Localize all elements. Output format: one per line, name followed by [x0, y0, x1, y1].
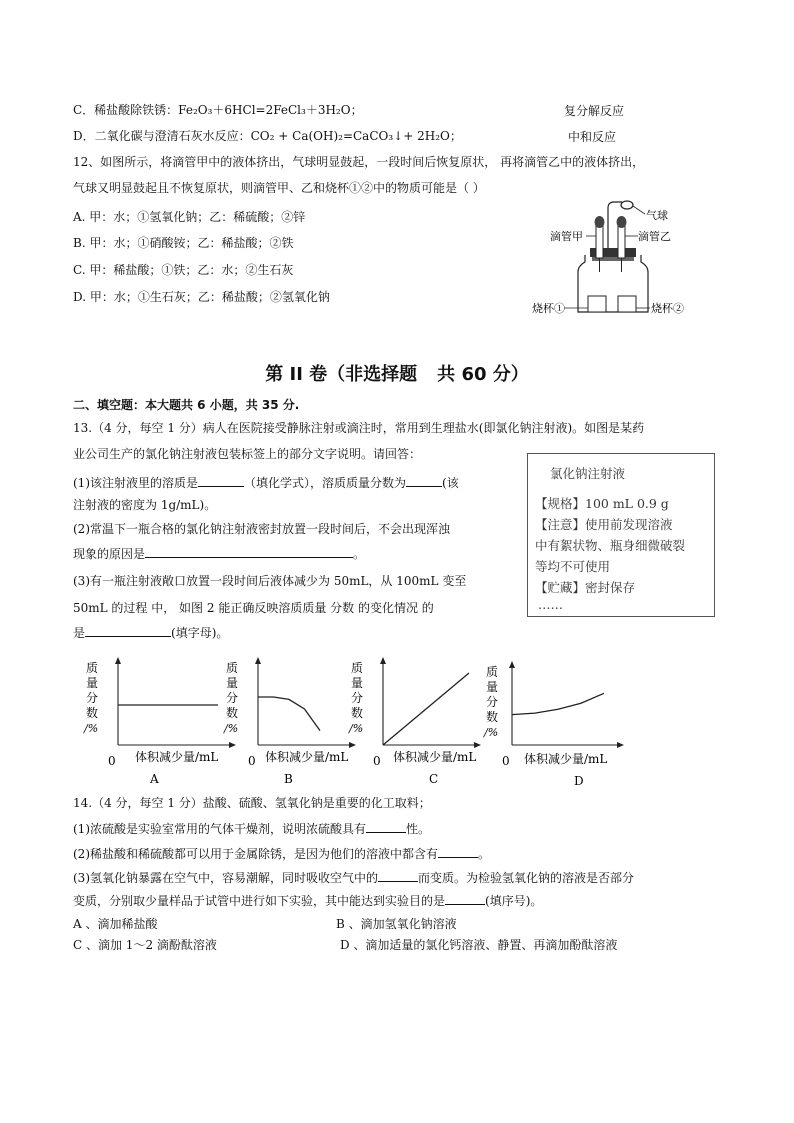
- dropper-b-label: 滴管乙: [638, 230, 671, 243]
- section-ii-title: [0, 360, 794, 386]
- graph-c-ylabel-3: 分: [351, 691, 364, 705]
- q14-part3-text-a: (3)氢氧化钠暴露在空气中，容易潮解，同时吸收空气中的: [73, 871, 379, 885]
- q13-part3-line2: 50mL 的过程 中， 如图 2 能正确反映溶质质量 分数 的变化情况 的: [73, 601, 434, 615]
- graph-d-curve: [512, 693, 604, 714]
- q12-option-d: D. 甲：水；①生石灰；乙：稀盐酸；②氢氧化钠: [73, 290, 330, 304]
- q12-stem-line1: 12、如图所示，将滴管甲中的液体挤出，气球明显鼓起，一段时间后恢复原状， 再将滴管乙中的液体挤出，: [73, 155, 645, 169]
- q13-blank-4[interactable]: [85, 624, 171, 637]
- graph-b-letter: B: [284, 772, 293, 786]
- graph-c-y-arrow: [380, 657, 386, 664]
- graph-d-ylabel-4: 数: [486, 710, 499, 724]
- dropper-a-label: 滴管甲: [550, 230, 583, 243]
- label-row-note-end: 等均不可使用: [535, 559, 611, 574]
- graph-a-ylabel-1: 质: [86, 661, 99, 675]
- q14-part1-text-a: (1)浓硫酸是实验室常用的气体干燥剂，说明浓硫酸具有: [73, 822, 367, 836]
- q11-option-c-type: 复分解反应: [564, 104, 625, 118]
- graph-d-x-arrow: [617, 742, 624, 748]
- beaker-1-label: 烧杯①: [532, 302, 565, 315]
- q13-part1-text-a: (1)该注射液里的溶质是: [73, 476, 198, 490]
- graph-b-x-arrow: [349, 742, 356, 748]
- graph-a-origin: 0: [108, 754, 116, 768]
- graph-b-xlabel: 体积减少量/mL: [265, 750, 349, 764]
- section-ii-title-score: 共 60 分）: [437, 364, 529, 385]
- label-row-spec: 【规格】100 mL 0.9 g: [535, 496, 669, 511]
- balloon-leader: [633, 206, 645, 214]
- q14-stem: 14.（4 分，每空 1 分）盐酸、硫酸、氢氧化钠是重要的化工取料；: [73, 796, 431, 810]
- q13-part2-text-c: 。: [353, 547, 366, 561]
- q13-stem-line2: 业公司生产的氯化钠注射液包装标签上的部分文字说明。请回答：: [73, 447, 422, 461]
- q14-option-d: D 、滴加适量的氯化钙溶液、静置、再滴加酚酞溶液: [340, 938, 618, 952]
- beaker-1: [588, 296, 606, 312]
- q13-part3-line1: (3)有一瓶注射液敞口放置一段时间后液体减少为 50mL，从 100mL 变至: [73, 574, 467, 588]
- q14-blank-4[interactable]: [445, 892, 485, 905]
- label-title: 氯化钠注射液: [550, 466, 626, 481]
- q14-option-c: C 、滴加 1～2 滴酚酞溶液: [73, 938, 217, 952]
- apparatus-figure: [530, 200, 700, 320]
- graph-d-xlabel: 体积减少量/mL: [524, 752, 608, 766]
- dropper-b-tube: [618, 224, 625, 258]
- q13-part1-line1: [73, 474, 459, 491]
- q14-part3-line2: [73, 892, 542, 909]
- q14-blank-1[interactable]: [366, 820, 406, 833]
- graph-c-curve: [383, 673, 469, 745]
- graph-d-ylabel-unit: /%: [484, 726, 499, 739]
- q14-part2-text-b: 。: [478, 847, 491, 861]
- graph-d-ylabel-3: 分: [486, 695, 499, 709]
- graph-b-ylabel-3: 分: [226, 691, 239, 705]
- graph-a-x-arrow: [229, 742, 236, 748]
- graph-d-ylabel-1: 质: [486, 665, 499, 679]
- dropper-a-bulb: [595, 216, 605, 228]
- balloon-label: 气球: [646, 209, 668, 222]
- graph-c-ylabel-4: 数: [351, 706, 364, 720]
- label-row-ellipsis: ……: [538, 597, 563, 612]
- balloon: [621, 201, 633, 209]
- q14-part1: [73, 820, 430, 837]
- q11-option-d-type: 中和反应: [568, 130, 617, 144]
- injection-label-box: [527, 453, 715, 617]
- graph-d-origin: 0: [502, 754, 510, 768]
- graph-d-ylabel-2: 量: [486, 680, 499, 694]
- graph-b: [223, 657, 356, 786]
- q11-option-c: C．稀盐酸除铁锈：Fe₂O₃＋6HCl=2FeCl₃＋3H₂O；: [73, 103, 363, 117]
- graph-a-ylabel-2: 量: [86, 676, 99, 690]
- graph-b-ylabel-4: 数: [226, 706, 239, 720]
- q14-option-a: A 、滴加稀盐酸: [73, 917, 158, 931]
- graph-c-letter: C: [429, 772, 439, 786]
- graph-c: [348, 657, 481, 786]
- fill-in-heading: 二、填空题：本大题共 6 小题，共 35 分.: [73, 398, 300, 412]
- section-ii-title-main: 第 II 卷（非选择题: [265, 364, 418, 385]
- graph-d-letter: D: [574, 774, 584, 788]
- q13-blank-2[interactable]: [406, 474, 442, 487]
- graph-a: [83, 657, 239, 786]
- q14-part3-text-b: 而变质。为检验氢氧化钠的溶液是否部分: [418, 871, 635, 885]
- q13-part2-line1: (2)常温下一瓶合格的氯化钠注射液密封放置一段时间后，不会出现浑浊: [73, 522, 451, 536]
- graph-c-x-arrow: [474, 742, 481, 748]
- q14-blank-3[interactable]: [378, 869, 418, 882]
- q13-part3-text-d: (填字母)。: [171, 626, 229, 640]
- q14-option-b: B 、滴加氢氧化钠溶液: [336, 917, 457, 931]
- dropper-b-bulb: [617, 216, 627, 228]
- graph-b-origin: 0: [248, 754, 256, 768]
- q11-option-d: D．二氧化碳与澄清石灰水反应：CO₂ + Ca(OH)₂=CaCO₃↓+ 2H₂O；: [73, 129, 462, 143]
- beaker-2-label: 烧杯②: [651, 302, 684, 315]
- beaker-2: [618, 296, 636, 312]
- graph-a-xlabel: 体积减少量/mL: [135, 750, 219, 764]
- q14-part3-text-c: 变质，分别取少量样品于试管中进行如下实验，其中能达到实验目的是: [73, 894, 446, 908]
- q14-part3-text-d: (填序号)。: [485, 894, 543, 908]
- q14-part3-line1: [73, 869, 634, 886]
- q14-part2-text-a: (2)稀盐酸和稀硫酸都可以用于金属除锈，是因为他们的溶液中都含有: [73, 847, 439, 861]
- graph-b-curve: [258, 697, 320, 731]
- label-row-storage: 【贮藏】密封保存: [535, 580, 636, 595]
- q13-part1-text-b: （填化学式），溶质质量分数为: [244, 476, 407, 490]
- q13-graph-options: [80, 655, 680, 790]
- graph-a-ylabel-unit: /%: [84, 722, 99, 735]
- graph-b-ylabel-2: 量: [226, 676, 239, 690]
- graph-a-ylabel-4: 数: [86, 706, 99, 720]
- graph-c-ylabel-1: 质: [351, 661, 364, 675]
- q12-option-c: C. 甲：稀盐酸；①铁；乙：水；②生石灰: [73, 263, 294, 277]
- graph-c-ylabel-unit: /%: [349, 722, 364, 735]
- q14-blank-2[interactable]: [438, 845, 478, 858]
- graph-c-ylabel-2: 量: [351, 676, 364, 690]
- q12-stem-line2: 气球又明显鼓起且不恢复原状，则滴管甲、乙和烧杯①②中的物质可能是（ ）: [73, 181, 485, 195]
- graph-b-ylabel-unit: /%: [224, 722, 239, 735]
- q14-part1-text-b: 性。: [406, 822, 431, 836]
- label-row-note: 【注意】使用前发现溶液: [535, 517, 673, 532]
- graph-c-origin: 0: [373, 754, 381, 768]
- graph-d: [483, 661, 624, 788]
- graph-b-y-arrow: [255, 657, 261, 664]
- graph-a-letter: A: [150, 772, 159, 786]
- graph-a-y-arrow: [115, 657, 121, 664]
- q13-blank-1[interactable]: [198, 474, 244, 487]
- graph-a-ylabel-3: 分: [86, 691, 99, 705]
- q13-part1-line2: 注射液的密度为 1g/mL)。: [73, 498, 217, 512]
- q13-part2-text-b: 现象的原因是: [73, 547, 146, 561]
- label-row-note-cont: 中有絮状物、瓶身细微破裂: [535, 538, 686, 553]
- q12-option-a: A. 甲：水；①氢氧化钠；乙：稀硫酸；②锌: [73, 210, 306, 224]
- q14-part2: [73, 845, 490, 862]
- dropper-a-tube: [596, 224, 603, 258]
- q12-option-b: B. 甲：水；①硝酸铵；乙：稀盐酸；②铁: [73, 236, 294, 250]
- q13-blank-3[interactable]: [145, 545, 353, 558]
- q13-part3-line3: [73, 624, 228, 641]
- q13-stem-line1: 13.（4 分，每空 1 分）病人在医院接受静脉注射或滴注时，常用到生理盐水(即氯化钠注射液)。如图是某药: [73, 421, 645, 435]
- graph-b-ylabel-1: 质: [226, 661, 239, 675]
- q13-part3-text-c: 是: [73, 626, 86, 640]
- q13-part1-text-c: (该: [442, 476, 459, 490]
- graph-c-xlabel: 体积减少量/mL: [393, 750, 477, 764]
- q13-part2-line2: [73, 545, 365, 562]
- graph-d-y-arrow: [509, 661, 515, 668]
